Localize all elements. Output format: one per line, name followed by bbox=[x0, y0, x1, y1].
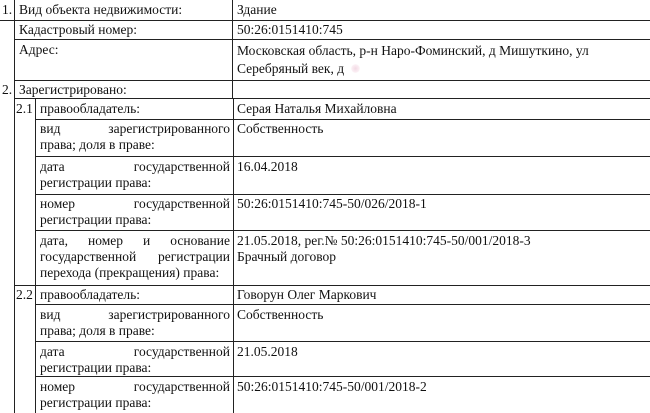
row-number: 1. bbox=[2, 2, 13, 17]
reg-number-label-line1: номер государственной bbox=[40, 379, 230, 394]
right-kind-label-line1: вид зарегистрированного bbox=[40, 307, 230, 322]
holder-label: правообладатель: bbox=[40, 101, 141, 116]
transfer-value-line2: Брачный договор bbox=[237, 249, 336, 264]
reg-date-label-line2: регистрации права: bbox=[40, 360, 152, 375]
right-kind-label-line2: права; доля в праве: bbox=[40, 137, 155, 152]
subsection-number: 2.2 bbox=[16, 287, 33, 302]
reg-number-label-line2: регистрации права: bbox=[40, 395, 152, 410]
address-value-line2: Серебряный век, д bbox=[237, 61, 345, 76]
subsection-number: 2.1 bbox=[16, 101, 33, 116]
cadastral-number-value: 50:26:0151410:745 bbox=[237, 22, 343, 37]
address-label: Адрес: bbox=[19, 42, 59, 57]
reg-date-label-line1: дата государственной bbox=[40, 159, 230, 174]
address-value-line1: Московская область, р-н Наро-Фоминский, д Мишуткино, ул bbox=[237, 43, 589, 58]
right-kind-value: Собственность bbox=[237, 307, 324, 322]
reg-date-value: 21.05.2018 bbox=[237, 344, 298, 359]
reg-number-value: 50:26:0151410:745-50/026/2018-1 bbox=[237, 196, 427, 211]
cadastral-number-label: Кадастровый номер: bbox=[19, 22, 138, 37]
holder-value: Серая Наталья Михайловна bbox=[237, 101, 397, 116]
transfer-label-line2: государственной регистрации bbox=[40, 249, 230, 264]
holder-value: Говорун Олег Маркович bbox=[237, 287, 377, 302]
registered-label: Зарегистрировано: bbox=[19, 82, 127, 97]
object-type-value: Здание bbox=[237, 2, 277, 17]
transfer-label-line1: дата, номер и основание bbox=[40, 233, 230, 248]
right-kind-label-line2: права; доля в праве: bbox=[40, 323, 155, 338]
object-type-label: Вид объекта недвижимости: bbox=[19, 2, 183, 17]
reg-number-label-line1: номер государственной bbox=[40, 196, 230, 211]
reg-date-label-line1: дата государственной bbox=[40, 344, 230, 359]
holder-label: правообладатель: bbox=[40, 287, 141, 302]
reg-date-label-line2: регистрации права: bbox=[40, 175, 152, 190]
reg-number-label-line2: регистрации права: bbox=[40, 212, 152, 227]
row-number: 2. bbox=[2, 82, 13, 97]
right-kind-label-line1: вид зарегистрированного bbox=[40, 121, 230, 136]
transfer-label-line3: перехода (прекращения) права: bbox=[40, 265, 220, 280]
transfer-value-line1: 21.05.2018, рег.№ 50:26:0151410:745-50/001/2018-3 bbox=[237, 233, 531, 248]
reg-number-value: 50:26:0151410:745-50/001/2018-2 bbox=[237, 379, 427, 394]
right-kind-value: Собственность bbox=[237, 121, 324, 136]
redaction-mark bbox=[351, 64, 360, 73]
reg-date-value: 16.04.2018 bbox=[237, 159, 298, 174]
